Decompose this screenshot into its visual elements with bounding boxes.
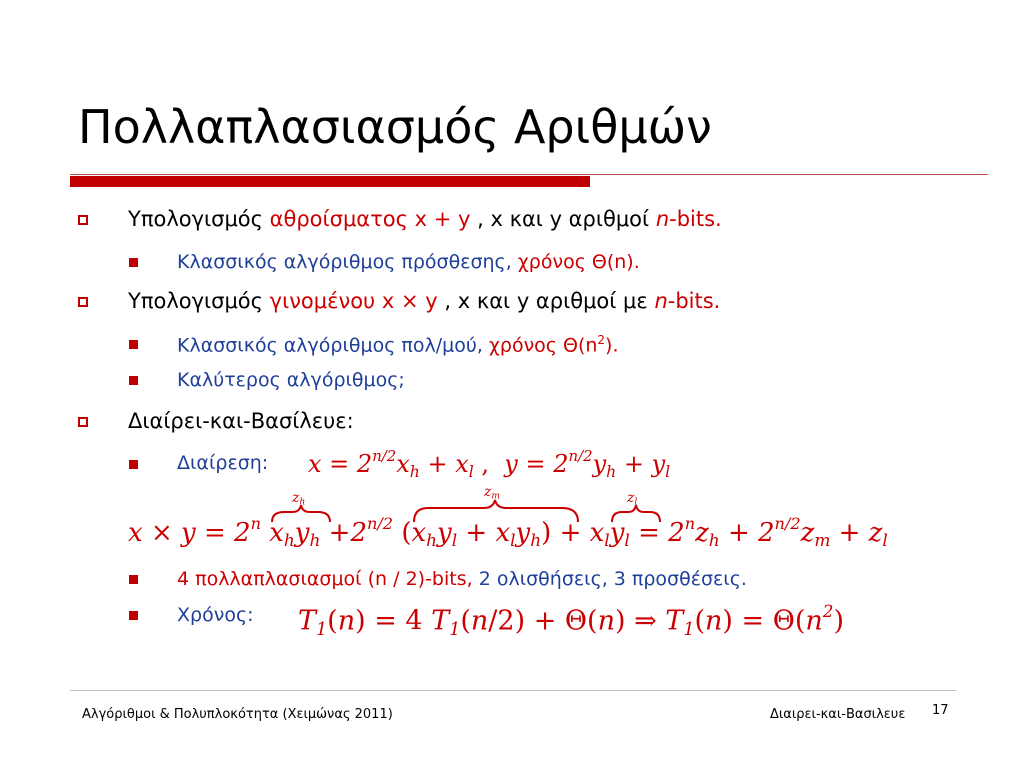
classic-add-time: χρόνος Θ(n). — [517, 251, 640, 273]
sub-bullet-division-label: Διαίρεση: — [177, 452, 269, 474]
footer-divider — [70, 690, 956, 691]
bullet-sum-expr: x + y — [407, 207, 471, 231]
cost-multiplications: 4 πολλαπλασιασμοί (n / 2)-bits, — [177, 568, 473, 590]
classic-mult-time-post: ). — [605, 334, 619, 357]
footer-course: Αλγόριθμοι & Πολυπλοκότητα (Χειμώνας 2011) — [82, 707, 393, 722]
sub-bullet-cost — [177, 568, 747, 590]
brace-label-zl: $z_l$ — [627, 490, 638, 508]
division-equation: $x = 2^{n/2}x_h + x_l$ , $y = 2^{n/2}y_h + y_l$ — [308, 447, 671, 481]
bullet-divide-conquer: Διαίρει-και-Βασίλευε: — [128, 409, 354, 433]
sub-bullet-time-label: Χρόνος: — [177, 604, 254, 626]
brace-label-zh: $z_h$ — [292, 490, 306, 508]
classic-mult-time-sup: 2 — [597, 333, 606, 347]
bullet-sum-n: n — [655, 207, 670, 231]
bullet-product-post: , x και y αριθμοί με — [437, 289, 655, 313]
brace-label-zm: $z_m$ — [484, 484, 501, 502]
footer-section: Διαιρει-και-Βασιλευε — [770, 707, 906, 722]
footer-page-number: 17 — [932, 703, 949, 718]
bullet-product-pre: Υπολογισμός — [128, 289, 270, 313]
bullet-sum-tail: -bits. — [669, 207, 722, 231]
bullet-sum-pre: Υπολογισμός — [128, 207, 270, 231]
sub-bullet-better: Καλύτερος αλγόριθμος; — [177, 369, 405, 391]
classic-mult-time-pre: χρόνος Θ(n — [488, 334, 598, 357]
solid-square-bullet-icon — [129, 575, 138, 584]
bullet-product-emphasis: γινομένου — [269, 289, 376, 313]
classic-add-text: Κλασσικός αλγόριθμος πρόσθεσης, — [177, 251, 518, 273]
product-equation: $x \times y = 2^n$ $x_hy_h +2^{n/2}$ $(x_hy_l + x_ly_h) + x_ly_l = 2^nz_h + 2^{n/2}z_m + z_l$ — [128, 514, 888, 551]
bullet-product-tail: -bits. — [667, 289, 721, 313]
slide-title: Πολλαπλασιασμός Αριθμών — [78, 100, 712, 154]
bullet-product-expr: x × y — [375, 289, 438, 313]
bullet-product-n: n — [654, 289, 668, 313]
classic-mult-text: Κλασσικός αλγόριθμος πολ/μού, — [177, 334, 489, 357]
bullet-sum-post: , x και y αριθμοί — [470, 207, 656, 231]
cost-shifts-adds: 2 ολισθήσεις, 3 προσθέσεις. — [472, 568, 747, 590]
recurrence-equation: $T_1(n) = 4$ $T_1(n/2) + \Theta(n)$ ⇒ $T_1(n) = \Theta(n^2)$ — [298, 601, 844, 640]
solid-square-bullet-icon — [129, 611, 138, 620]
bullet-sum-emphasis: αθροίσματος — [269, 207, 408, 231]
